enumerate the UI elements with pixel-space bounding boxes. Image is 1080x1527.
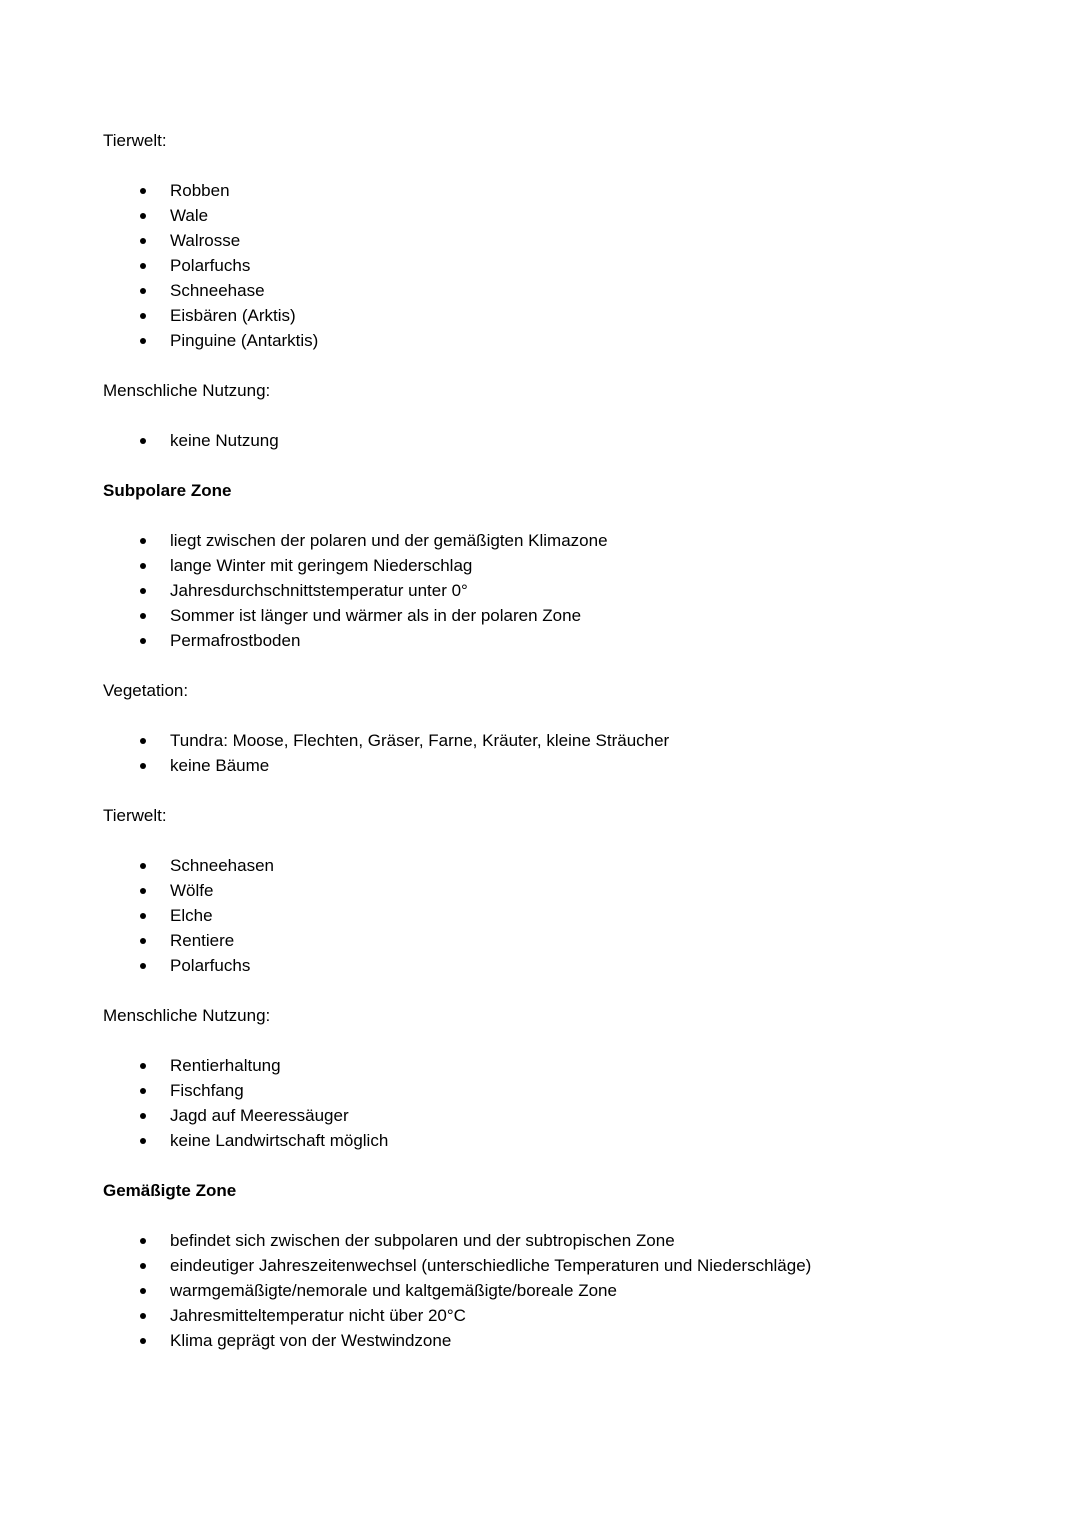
list-item: Robben	[170, 178, 977, 203]
list-item: eindeutiger Jahreszeitenwechsel (unterschiedliche Temperaturen und Niederschläge)	[170, 1253, 977, 1278]
bullet-list	[103, 1228, 977, 1353]
list-item: Polarfuchs	[170, 253, 977, 278]
list-item: liegt zwischen der polaren und der gemäßigten Klimazone	[170, 528, 977, 553]
bullet-list	[103, 528, 977, 653]
list-item: Schneehase	[170, 278, 977, 303]
list-item: Polarfuchs	[170, 953, 977, 978]
list-item: Schneehasen	[170, 853, 977, 878]
bullet-list	[103, 853, 977, 978]
list-item: Wale	[170, 203, 977, 228]
list-item: Sommer ist länger und wärmer als in der polaren Zone	[170, 603, 977, 628]
list-item: befindet sich zwischen der subpolaren und der subtropischen Zone	[170, 1228, 977, 1253]
section-label: Menschliche Nutzung:	[103, 381, 271, 400]
list-item: Walrosse	[170, 228, 977, 253]
list-item: warmgemäßigte/nemorale und kaltgemäßigte/boreale Zone	[170, 1278, 977, 1303]
list-item: Rentiere	[170, 928, 977, 953]
section-heading: Subpolare Zone	[103, 481, 232, 500]
list-item: Jagd auf Meeressäuger	[170, 1103, 977, 1128]
list-item: Pinguine (Antarktis)	[170, 328, 977, 353]
section-heading: Gemäßigte Zone	[103, 1181, 237, 1200]
list-item: Permafrostboden	[170, 628, 977, 653]
list-item: Jahresdurchschnittstemperatur unter 0°	[170, 578, 977, 603]
section-label: Tierwelt:	[103, 806, 167, 825]
list-item: Klima geprägt von der Westwindzone	[170, 1328, 977, 1353]
list-item: Jahresmitteltemperatur nicht über 20°C	[170, 1303, 977, 1328]
list-item: Elche	[170, 903, 977, 928]
list-item: keine Nutzung	[170, 428, 977, 453]
list-item: keine Landwirtschaft möglich	[170, 1128, 977, 1153]
list-item: Fischfang	[170, 1078, 977, 1103]
bullet-list	[103, 178, 977, 353]
section-label: Vegetation:	[103, 681, 189, 700]
section-label: Tierwelt:	[103, 131, 167, 150]
list-item: keine Bäume	[170, 753, 977, 778]
section-label: Menschliche Nutzung:	[103, 1006, 271, 1025]
list-item: lange Winter mit geringem Niederschlag	[170, 553, 977, 578]
list-item: Rentierhaltung	[170, 1053, 977, 1078]
bullet-list	[103, 1053, 977, 1153]
list-item: Eisbären (Arktis)	[170, 303, 977, 328]
bullet-list	[103, 728, 977, 778]
bullet-list	[103, 428, 977, 453]
list-item: Wölfe	[170, 878, 977, 903]
list-item: Tundra: Moose, Flechten, Gräser, Farne, Kräuter, kleine Sträucher	[170, 728, 977, 753]
